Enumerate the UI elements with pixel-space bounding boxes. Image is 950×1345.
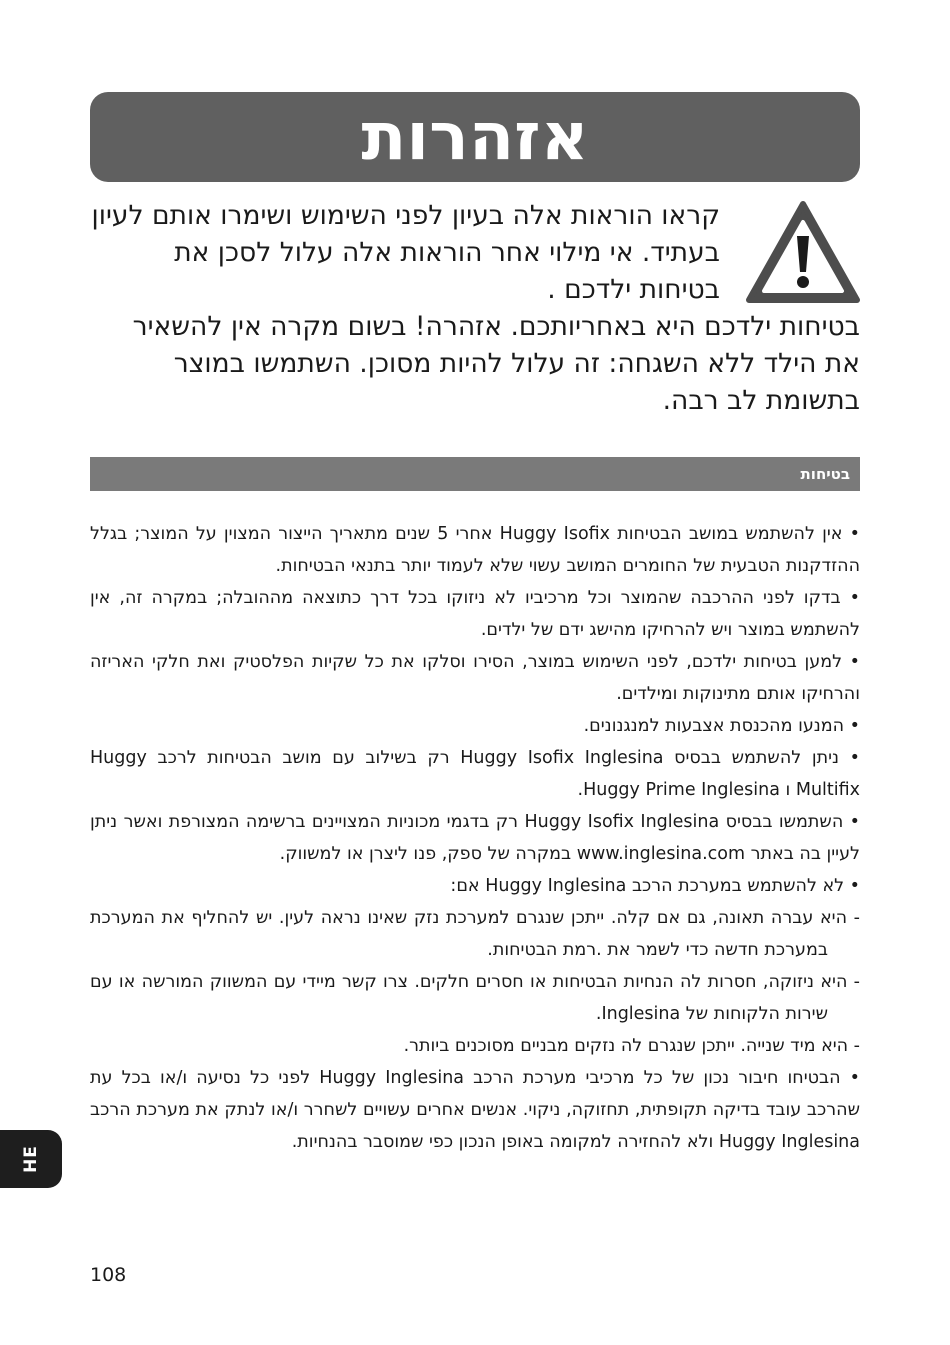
list-item: • לא להשתמש במערכת הרכב Huggy Inglesina אם:: [450, 876, 860, 896]
list-item: • ניתן להשתמש בבסיס Huggy Isofix Inglesina רק בשילוב עם מושב הבטיחות לרכב Huggy Multifix ו Huggy Prime Inglesina.: [90, 748, 860, 800]
intro-paragraph-1: קראו הוראות אלה בעיון לפני השימוש ושימרו אותם לעיון בעתיד. אי מילוי אחר הוראות אלה עלול לסכן את בטיחות ילדכם .: [91, 200, 720, 305]
section-header: [90, 457, 860, 491]
page-number: 108: [90, 1264, 127, 1286]
sub-list-item: - היא עברה תאונה, גם אם קלה. ייתכן שנגרם למערכת נזק שאינו נראה לעין. יש להחליף את המערכת במערכת חדשה כדי לשמר את .רמת הבטיחות.: [90, 908, 860, 960]
list-item: • השתמשו בבסיס Huggy Isofix Inglesina רק בדגמי מכוניות המצויינים ברשימה המצורפת ואשר ניתן לעיין בה באתר www.inglesina.com במקרה של ספק, פנו ליצרן או למשווק.: [90, 812, 860, 864]
sub-list-item: - היא מיד שנייה. ייתכן שנגרם לה נזקים מבניים מסוכנים ביותר.: [403, 1036, 860, 1056]
title-banner: [90, 92, 860, 182]
intro-paragraph-2: בטיחות ילדכם היא באחריותכם. אזהרה! בשום מקרה אין להשאיר את הילד ללא השגחה: זה עלול להיות מסוכן. השתמשו במוצר בתשומת לב רבה.: [132, 311, 860, 416]
list-item: • בדקו לפני ההרכבה שהמוצר וכל מרכיביו לא ניזוקו בכל דרך כתוצאה מההובלה; במקרה זה, אין להשתמש במוצר ויש להרחיקו מהישג ידם של ילדים.: [90, 588, 860, 640]
list-item: • אין להשתמש במושב הבטיחות Huggy Isofix אחרי 5 שנים מתאריך הייצור המצוין על המוצר; בגלל ההזדקנות הטבעית של החומרים המושב עשוי שלא לעמוד יותר בתנאי הבטיחות.: [90, 524, 860, 576]
language-code: HE: [21, 1145, 41, 1173]
list-item: • הבטיחו חיבור נכון של כל מרכיבי מערכת הרכב Huggy Inglesina לפני כל נסיעה ו/או בכל עת שהרכב עובד בדיקה תקופתית, תחזוקה, ניקוי. אנשים אחרים עשויים לשחרר ו/או לנתק את מערכת הרכב Huggy Inglesina ולא להחזירה למקומה באופן הנכון כפי שמוסבר בהנחיות.: [90, 1068, 860, 1152]
section-title: בטיחות: [800, 465, 850, 483]
language-tab: [0, 1130, 62, 1188]
intro-text: [90, 197, 860, 419]
safety-list: [90, 518, 860, 1158]
page-title: אזהרות: [361, 98, 589, 175]
list-item: • המנעו מהכנסת אצבעות למנגנונים.: [583, 716, 860, 736]
list-item: • למען בטיחות ילדכם, לפני השימוש במוצר, הסירו וסלקו את כל שקיות הפלסטיק ואת חלקי האריזה והרחיקו אותם מתינוקות ומילדים.: [90, 652, 860, 704]
sub-list-item: - היא ניזוקה, חסרות לה הנחיות הבטיחות או חסרים חלקים. צרו קשר מיידי עם המשווק המורשה או עם שירות הלקוחות של Inglesina.: [90, 972, 860, 1024]
